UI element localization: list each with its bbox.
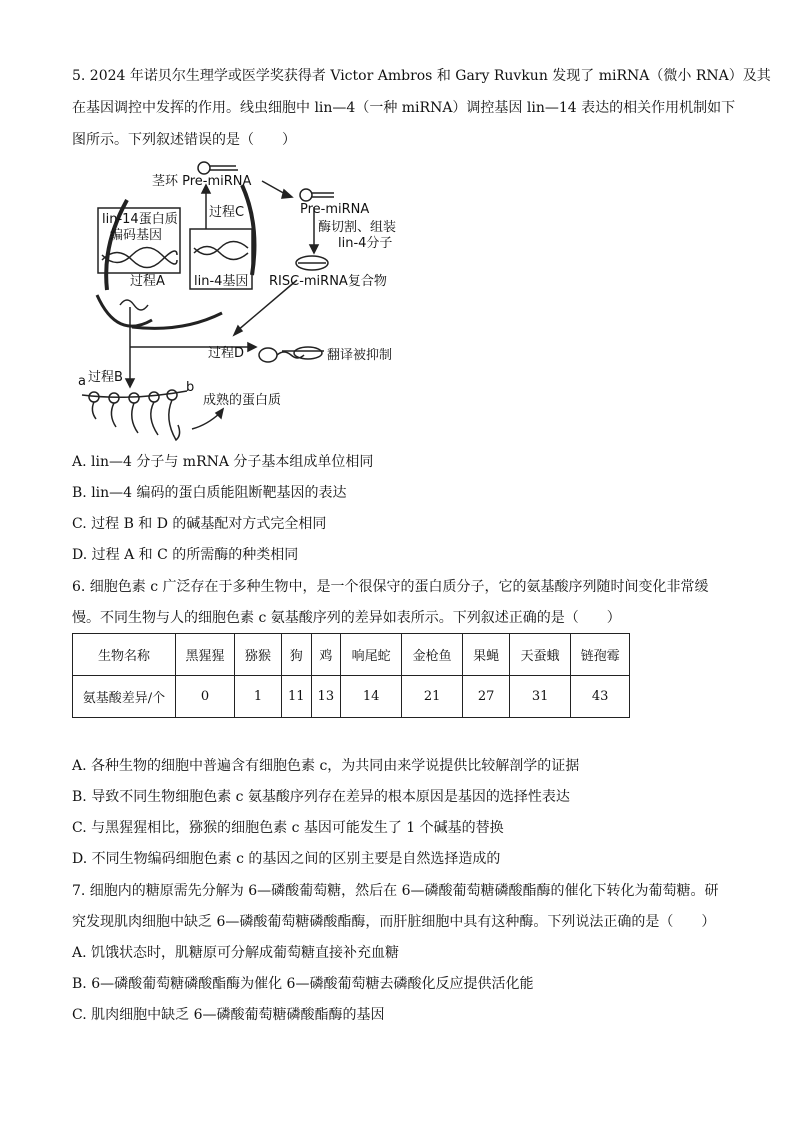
q7-option-c[interactable]: C. 肌肉细胞中缺乏 6—磷酸葡萄糖磷酸酯酶的基因 [72, 1007, 385, 1023]
table-header-cell: 天蚕蛾 [510, 634, 571, 676]
table-header-cell: 鸡 [311, 634, 341, 676]
label-b: b [186, 380, 195, 395]
q7-line-2: 究发现肌肉细胞中缺乏 6—磷酸葡萄糖磷酸酯酶，而肝脏细胞中具有这种酶。下列说法正确的是（ ） [72, 914, 716, 930]
q5-option-b[interactable]: B. lin—4 编码的蛋白质能阻断靶基因的表达 [72, 485, 347, 501]
translation-blocked-label: 翻译被抑制 [327, 348, 393, 363]
q5-line-3: 图所示。下列叙述错误的是（ ） [72, 132, 296, 148]
table-cell: 0 [176, 676, 235, 718]
q6-option-b[interactable]: B. 导致不同生物细胞色素 c 氨基酸序列存在差异的根本原因是基因的选择性表达 [72, 789, 570, 805]
table-header-cell: 生物名称 [73, 634, 176, 676]
mirna-mechanism-diagram [72, 155, 432, 445]
label-a: a [78, 374, 86, 389]
q5-line-2: 在基因调控中发挥的作用。线虫细胞中 lin—4（一种 miRNA）调控基因 lin—14 表达的相关作用机制如下 [72, 100, 736, 116]
risc-label: RISC-miRNA复合物 [269, 274, 387, 289]
q6-option-d[interactable]: D. 不同生物编码细胞色素 c 的基因之间的区别主要是自然选择造成的 [72, 851, 501, 867]
process-b-label: 过程B [88, 370, 123, 385]
q6-option-c[interactable]: C. 与黑猩猩相比，猕猴的细胞色素 c 基因可能发生了 1 个碱基的替换 [72, 820, 504, 836]
q6-line-1: 6. 细胞色素 c 广泛存在于多种生物中，是一个很保守的蛋白质分子，它的氨基酸序列随时间变化非常缓 [72, 579, 709, 595]
pre-mirna-label: Pre-miRNA [300, 202, 370, 217]
q5-line-1: 5. 2024 年诺贝尔生理学或医学奖获得者 Victor Ambros 和 Gary Ruvkun 发现了 miRNA（微小 RNA）及其 [72, 68, 771, 84]
q5-option-c[interactable]: C. 过程 B 和 D 的碱基配对方式完全相同 [72, 516, 327, 532]
lin4-molecule-label: lin-4分子 [338, 236, 393, 251]
table-header-cell: 响尾蛇 [341, 634, 402, 676]
mature-protein-label: 成熟的蛋白质 [203, 393, 282, 408]
table-cell: 11 [282, 676, 312, 718]
lin14-gene-label-1: lin-14蛋白质 [102, 212, 178, 227]
table-header-cell: 黑猩猩 [176, 634, 235, 676]
q6-option-a[interactable]: A. 各种生物的细胞中普遍含有细胞色素 c，为共同由来学说提供比较解剖学的证据 [72, 758, 580, 774]
table-header-row [73, 634, 630, 676]
q6-line-2: 慢。不同生物与人的细胞色素 c 氨基酸序列的差异如表所示。下列叙述正确的是（ ） [72, 610, 621, 626]
lin4-gene-label: lin-4基因 [194, 274, 249, 289]
table-cell: 21 [402, 676, 463, 718]
table-cell: 31 [510, 676, 571, 718]
q7-option-a[interactable]: A. 饥饿状态时，肌糖原可分解成葡萄糖直接补充血糖 [72, 945, 400, 961]
process-a-label: 过程A [130, 274, 165, 289]
lin14-gene-label-2: 编码基因 [110, 228, 163, 243]
table-cell: 13 [311, 676, 341, 718]
table-header-cell: 链孢霉 [571, 634, 630, 676]
table-cell: 43 [571, 676, 630, 718]
q7-option-b[interactable]: B. 6—磷酸葡萄糖磷酸酯酶为催化 6—磷酸葡萄糖去磷酸化反应提供活化能 [72, 976, 534, 992]
table-header-cell: 果蝇 [463, 634, 510, 676]
process-c-label: 过程C [209, 205, 245, 220]
table-header-cell: 猕猴 [235, 634, 282, 676]
q5-option-a[interactable]: A. lin—4 分子与 mRNA 分子基本组成单位相同 [72, 454, 374, 470]
enzyme-label: 酶切割、组装 [318, 220, 397, 235]
q7-line-1: 7. 细胞内的糖原需先分解为 6—磷酸葡萄糖，然后在 6—磷酸葡萄糖磷酸酯酶的催化下转化为葡萄糖。研 [72, 883, 719, 899]
cytochrome-c-table [72, 633, 630, 718]
table-cell: 氨基酸差异/个 [73, 676, 176, 718]
table-cell: 14 [341, 676, 402, 718]
stem-loop-label: 茎环 Pre-miRNA [152, 174, 252, 189]
table-header-cell: 狗 [282, 634, 312, 676]
q5-option-d[interactable]: D. 过程 A 和 C 的所需酶的种类相同 [72, 547, 299, 563]
table-cell: 1 [235, 676, 282, 718]
table-cell: 27 [463, 676, 510, 718]
table-row [73, 676, 630, 718]
table-header-cell: 金枪鱼 [402, 634, 463, 676]
process-d-label: 过程D [208, 346, 245, 361]
